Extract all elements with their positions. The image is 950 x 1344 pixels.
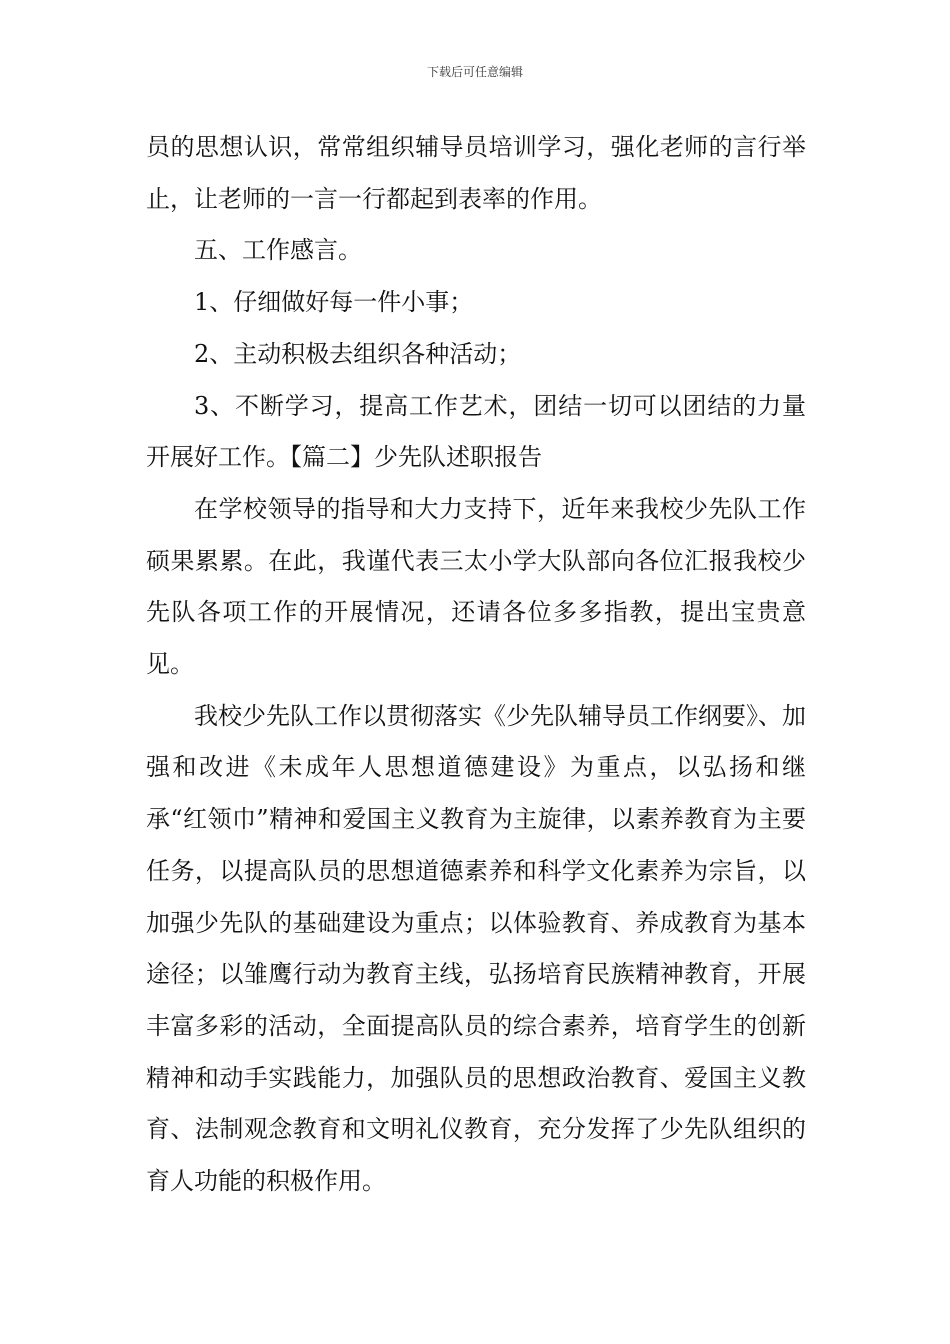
page-header-note: 下载后可任意编辑 bbox=[426, 65, 523, 79]
list-item: 2、主动积极去组织各种活动； bbox=[194, 339, 522, 368]
document-body bbox=[146, 122, 806, 1208]
paragraph-continuation: 员的思想认识，常常组织辅导员培训学习，强化老师的言行举止，让老师的一言一行都起到表率的作用。 bbox=[146, 133, 806, 213]
paragraph: 在学校领导的指导和大力支持下，近年来我校少先队工作硕果累累。在此，我谨代表三太小学大队部向各位汇报我校少先队各项工作的开展情况，还请各位多多指教，提出宝贵意见。 bbox=[146, 494, 806, 679]
section-heading: 五、工作感言。 bbox=[194, 236, 362, 265]
list-item: 1、仔细做好每一件小事； bbox=[194, 288, 474, 317]
list-item: 3、不断学习，提高工作艺术，团结一切可以团结的力量开展好工作。【篇二】少先队述职报告 bbox=[146, 391, 806, 472]
paragraph: 我校少先队工作以贯彻落实《少先队辅导员工作纲要》、加强和改进《未成年人思想道德建设》为重点，以弘扬和继承“红领巾”精神和爱国主义教育为主旋律，以素养教育为主要任务，以提高队员的思想道德素养和科学文化素养为宗旨，以加强少先队的基础建设为重点；以体验教育、养成教育为基本途径；以雏鹰行动为教育主线，弘扬培育民族精神教育，开展丰富多彩的活动，全面提高队员的综合素养，培育学生的创新精神和动手实践能力，加强队员的思想政治教育、爱国主义教育、法制观念教育和文明礼仪教育，充分发挥了少先队组织的育人功能的积极作用。 bbox=[146, 701, 806, 1196]
